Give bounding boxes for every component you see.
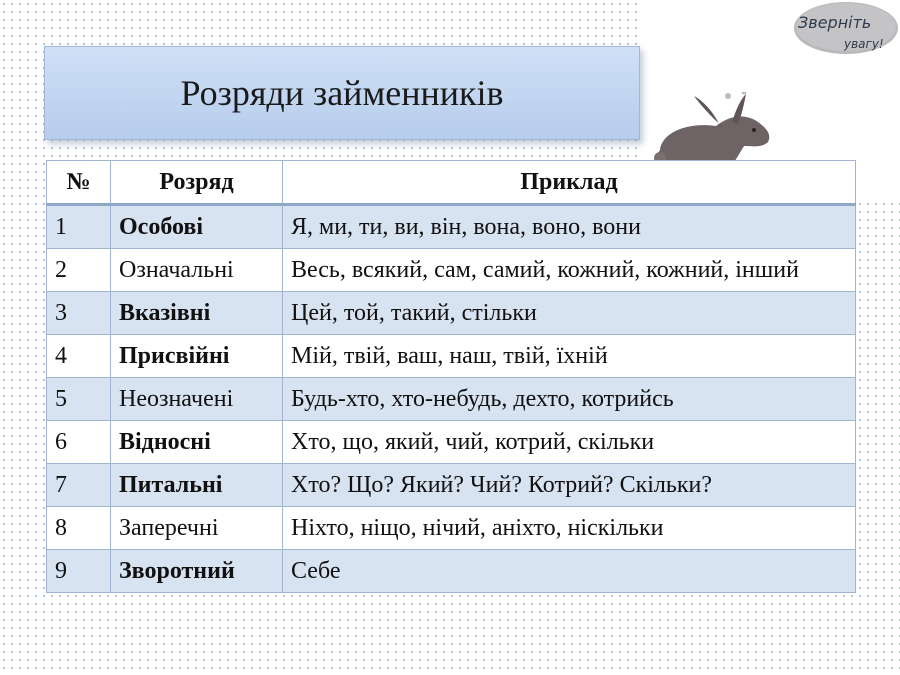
header-category: Розряд	[111, 161, 283, 205]
row-example: Цей, той, такий, стільки	[283, 292, 856, 335]
page-title: Розряди займенників	[180, 73, 504, 113]
row-example: Будь-хто, хто-небудь, дехто, котрийсь	[283, 378, 856, 421]
row-category: Заперечні	[111, 507, 283, 550]
row-number: 3	[47, 292, 111, 335]
row-category: Питальні	[111, 464, 283, 507]
row-category: Особові	[111, 205, 283, 249]
row-number: 4	[47, 335, 111, 378]
table-row	[47, 550, 856, 593]
table-row	[47, 507, 856, 550]
header-example: Приклад	[283, 161, 856, 205]
table-row	[47, 464, 856, 507]
pronoun-categories-table	[46, 160, 856, 593]
row-category: Відносні	[111, 421, 283, 464]
row-number: 1	[47, 205, 111, 249]
row-number: 9	[47, 550, 111, 593]
row-example: Хто, що, який, чий, котрий, скільки	[283, 421, 856, 464]
row-category: Присвійні	[111, 335, 283, 378]
table-header-row	[47, 161, 856, 205]
row-number: 8	[47, 507, 111, 550]
table-row	[47, 378, 856, 421]
table-row	[47, 205, 856, 249]
row-category: Зворотний	[111, 550, 283, 593]
row-number: 7	[47, 464, 111, 507]
table-row	[47, 249, 856, 292]
thought-bubble	[772, 0, 900, 62]
header-number: №	[47, 161, 111, 205]
row-number: 6	[47, 421, 111, 464]
row-category: Означальні	[111, 249, 283, 292]
table-row	[47, 292, 856, 335]
row-number: 5	[47, 378, 111, 421]
row-number: 2	[47, 249, 111, 292]
row-example: Я, ми, ти, ви, він, вона, воно, вони	[283, 205, 856, 249]
row-example: Себе	[283, 550, 856, 593]
note-line-2: увагу!	[844, 37, 884, 51]
note-line-1: Зверніть	[798, 13, 872, 32]
row-category: Вказівні	[111, 292, 283, 335]
row-example: Весь, всякий, сам, самий, кожний, кожний, інший	[283, 249, 856, 292]
row-example: Хто? Що? Який? Чий? Котрий? Скільки?	[283, 464, 856, 507]
row-example: Ніхто, ніщо, нічий, аніхто, ніскільки	[283, 507, 856, 550]
table-row	[47, 421, 856, 464]
row-category: Неозначені	[111, 378, 283, 421]
title-box	[44, 46, 640, 140]
row-example: Мій, твій, ваш, наш, твій, їхній	[283, 335, 856, 378]
table-row	[47, 335, 856, 378]
